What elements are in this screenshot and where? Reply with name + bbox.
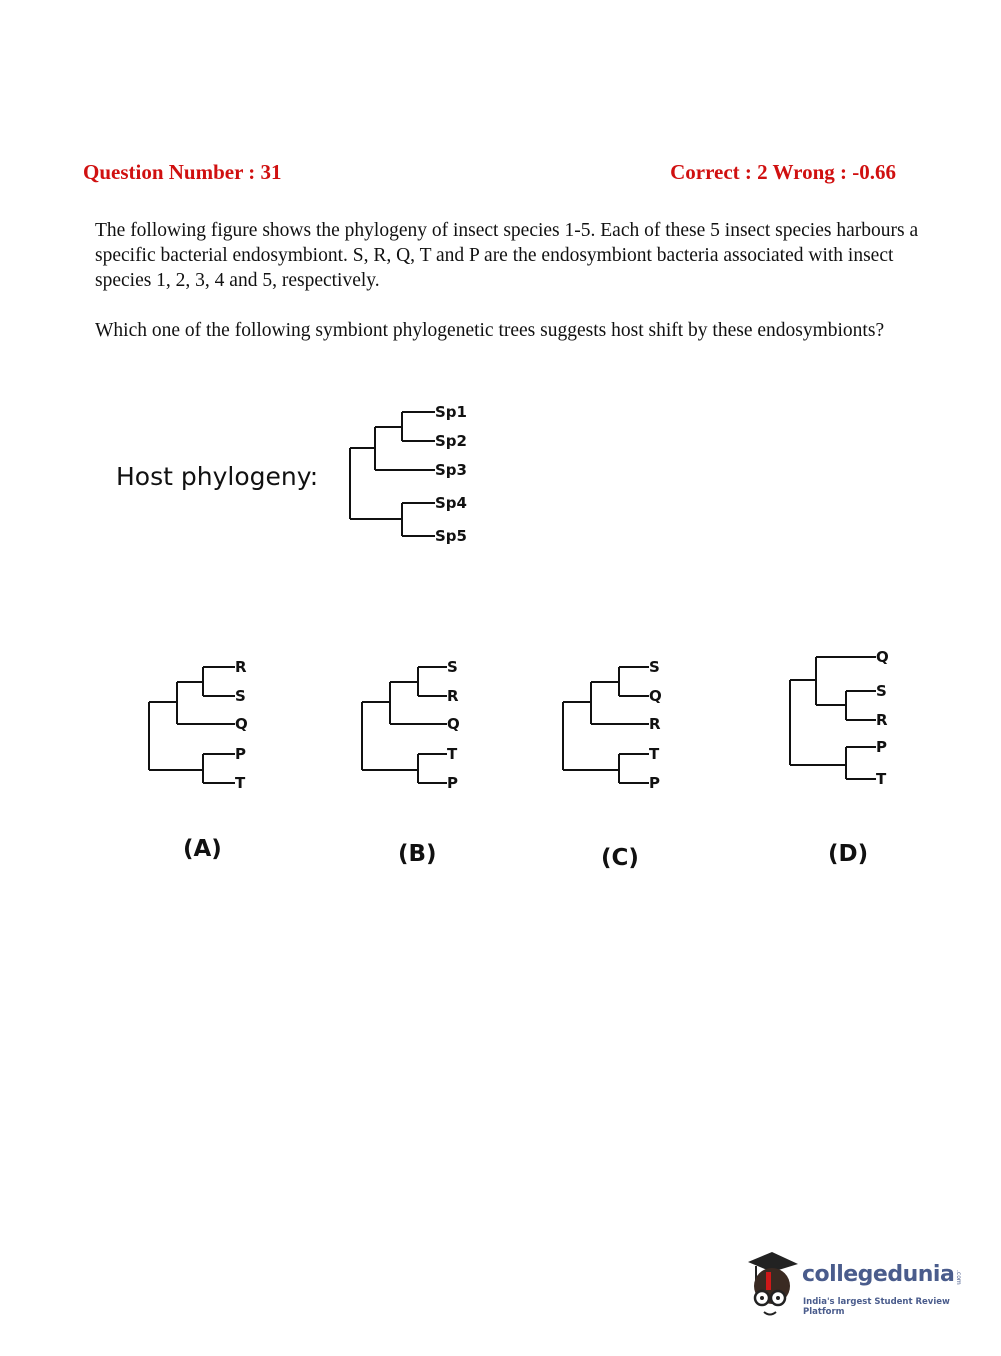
option-d-leaf-3: R bbox=[876, 711, 888, 729]
option-c-leaf-4: T bbox=[649, 745, 660, 763]
option-c-leaf-3: R bbox=[649, 715, 661, 733]
option-c-leaf-1: S bbox=[649, 658, 660, 676]
option-c-label: (C) bbox=[601, 845, 639, 871]
logo-name: collegedunia bbox=[802, 1262, 955, 1287]
logo-suffix: .com bbox=[955, 1270, 962, 1285]
host-leaf-sp2: Sp2 bbox=[435, 432, 467, 450]
option-d-label: (D) bbox=[828, 841, 869, 867]
mascot-icon bbox=[742, 1250, 800, 1320]
option-c-tree bbox=[561, 652, 671, 802]
option-a-leaf-1: R bbox=[235, 658, 247, 676]
host-leaf-sp3: Sp3 bbox=[435, 461, 467, 479]
host-leaf-sp4: Sp4 bbox=[435, 494, 467, 512]
option-d-leaf-2: S bbox=[876, 682, 887, 700]
host-leaf-sp1: Sp1 bbox=[435, 403, 467, 421]
option-a-leaf-3: Q bbox=[235, 715, 248, 733]
host-phylogeny-tree bbox=[345, 398, 485, 558]
option-b-leaf-3: Q bbox=[447, 715, 460, 733]
collegedunia-logo bbox=[742, 1250, 972, 1320]
option-a-leaf-2: S bbox=[235, 687, 246, 705]
marks-info: Correct : 2 Wrong : -0.66 bbox=[670, 160, 896, 184]
option-a-leaf-5: T bbox=[235, 774, 246, 792]
option-b-tree bbox=[360, 652, 470, 802]
option-d-leaf-5: T bbox=[876, 770, 887, 788]
logo-tagline: India's largest Student Review Platform bbox=[803, 1297, 950, 1317]
host-phylogeny-label: Host phylogeny: bbox=[116, 462, 319, 491]
question-number: Question Number : 31 bbox=[83, 160, 282, 184]
option-b-leaf-1: S bbox=[447, 658, 458, 676]
option-b-leaf-5: P bbox=[447, 774, 458, 792]
option-a-label: (A) bbox=[183, 836, 222, 862]
option-c-leaf-5: P bbox=[649, 774, 660, 792]
option-c-leaf-2: Q bbox=[649, 687, 662, 705]
question-paragraph-2: Which one of the following symbiont phylogenetic trees suggests host shift by these endosymbionts? bbox=[95, 320, 885, 341]
option-d-leaf-4: P bbox=[876, 738, 887, 756]
option-b-leaf-4: T bbox=[447, 745, 458, 763]
option-a-tree bbox=[145, 652, 255, 802]
option-a-leaf-4: P bbox=[235, 745, 246, 763]
question-paragraph-1: The following figure shows the phylogeny of insect species 1-5. Each of these 5 insect species harbours a specific bacterial endosymbiont. S, R, Q, T and P are the endosymbiont bacteria associated with insect species 1, 2, 3, 4 and 5, respectively. bbox=[95, 220, 919, 291]
option-d-leaf-1: Q bbox=[876, 648, 889, 666]
option-b-leaf-2: R bbox=[447, 687, 459, 705]
option-b-label: (B) bbox=[398, 841, 437, 867]
host-leaf-sp5: Sp5 bbox=[435, 527, 467, 545]
option-d-tree bbox=[788, 643, 908, 793]
